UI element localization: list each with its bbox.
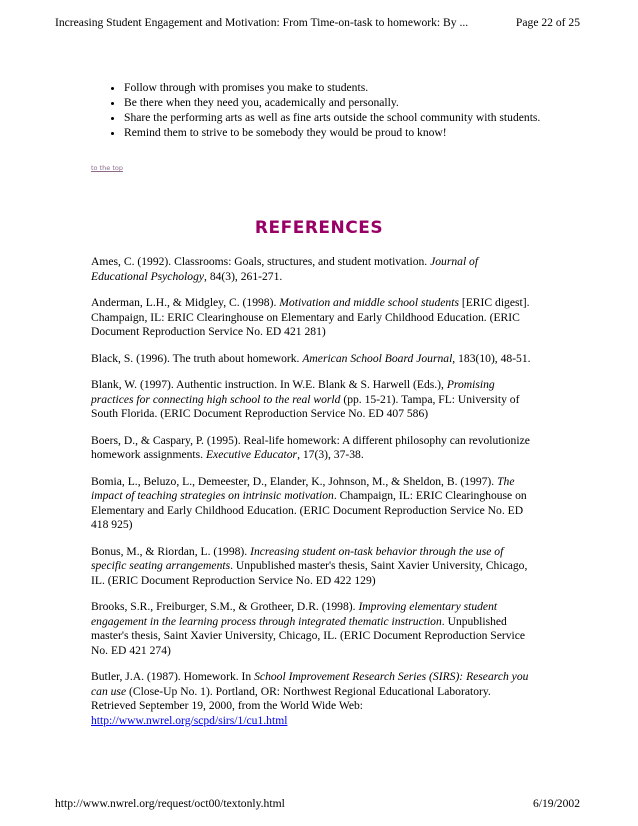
- reference-title: Promising practices for connecting high school to the real world: [91, 378, 495, 406]
- reference-text: , 183(10), 48-51.: [452, 351, 531, 365]
- reference-text: Butler, J.A. (1987). Homework. In: [91, 670, 255, 683]
- reference-text: [ERIC digest]. Champaign, IL: ERIC Clearinghouse on Elementary and Early Childhood Education. (ERIC Document Reproduction Service No. ED 421 281): [91, 296, 530, 338]
- reference-item: [91, 545, 531, 589]
- reference-text: Anderman, L.H., & Midgley, C. (1998).: [91, 296, 280, 309]
- list-item: • Share the performing arts as well as fine arts outside the school community with students.: [124, 111, 544, 126]
- reference-item: [91, 600, 531, 658]
- page-header: [55, 16, 580, 29]
- reference-text: (pp. 15-21). Tampa, FL: University of South Florida. (ERIC Document Reproduction Service No. ED 407 586): [91, 392, 520, 420]
- reference-text: Black, S. (1996). The truth about homework.: [91, 351, 303, 365]
- reference-title: School Improvement Research Series (SIRS): Research you can use: [91, 670, 529, 698]
- list-item: • Follow through with promises you make to students.: [124, 81, 544, 96]
- to-the-top-link[interactable]: to the top: [91, 164, 123, 172]
- reference-title: Journal of Educational Psychology: [91, 255, 479, 283]
- reference-text: , 84(3), 261-271.: [204, 269, 283, 283]
- reference-text: . Champaign, IL: ERIC Clearinghouse on Elementary and Early Childhood Education. (ERIC Document Reproduction Service No. ED 418 925): [91, 489, 527, 531]
- reference-item: [91, 255, 531, 284]
- references-list: [91, 255, 531, 740]
- reference-title: The impact of teaching strategies on intrinsic motivation: [91, 474, 515, 502]
- bullet-list: [110, 81, 544, 141]
- reference-text: . Unpublished master's thesis, Saint Xavier University, Chicago, IL. (ERIC Document Reproduction Service No. ED 421 274): [91, 614, 526, 657]
- reference-title: Motivation and middle school students: [279, 296, 459, 309]
- reference-title: Increasing student on-task behavior through the use of specific seating arrangements: [91, 544, 504, 572]
- reference-title: Executive Educator: [205, 448, 298, 461]
- footer-date: 6/19/2002: [532, 797, 580, 810]
- reference-text: Bonus, M., & Riordan, L. (1998).: [91, 544, 251, 558]
- reference-text: Blank, W. (1997). Authentic instruction. In W.E. Blank & S. Harwell (Eds.),: [91, 378, 447, 391]
- reference-text: . Unpublished master's thesis, Saint Xavier University, Chicago, IL. (ERIC Document Reproduction Service No. ED 422 129): [91, 559, 528, 587]
- reference-item: [91, 378, 531, 422]
- reference-item: [91, 352, 531, 367]
- reference-text: , 17(3), 37-38.: [297, 448, 364, 461]
- reference-item: [91, 670, 531, 728]
- reference-text: Ames, C. (1992). Classrooms: Goals, structures, and student motivation.: [91, 255, 431, 268]
- reference-item: [91, 296, 531, 340]
- reference-text: Brooks, S.R., Freiburger, S.M., & Grotheer, D.R. (1998).: [91, 600, 359, 613]
- page-number: Page 22 of 25: [515, 16, 580, 29]
- reference-url-link[interactable]: http://www.nwrel.org/scpd/sirs/1/cu1.html: [91, 713, 288, 727]
- reference-title: Improving elementary student engagement in the learning process through integrated thematic instruction: [91, 600, 498, 628]
- header-title: Increasing Student Engagement and Motivation: From Time-on-task to homework: By ...: [55, 16, 469, 29]
- reference-text: Bomia, L., Beluzo, L., Demeester, D., Elander, K., Johnson, M., & Sheldon, B. (1997).: [91, 474, 498, 488]
- reference-item: [91, 434, 531, 463]
- references-heading: REFERENCES: [254, 218, 384, 238]
- reference-text: Boers, D., & Caspary, P. (1995). Real-life homework: A different philosophy can revolutionize homework assignments.: [91, 433, 530, 461]
- footer-url: http://www.nwrel.org/request/oct00/textonly.html: [55, 797, 285, 810]
- reference-item: [91, 475, 531, 533]
- reference-title: American School Board Journal: [302, 351, 453, 365]
- reference-text: (Close-Up No. 1). Portland, OR: Northwest Regional Educational Laboratory. Retrieved September 19, 2000, from the World Wide Web:: [91, 684, 491, 712]
- list-item: • Be there when they need you, academically and personally.: [124, 96, 544, 111]
- list-item: • Remind them to strive to be somebody they would be proud to know!: [124, 126, 544, 141]
